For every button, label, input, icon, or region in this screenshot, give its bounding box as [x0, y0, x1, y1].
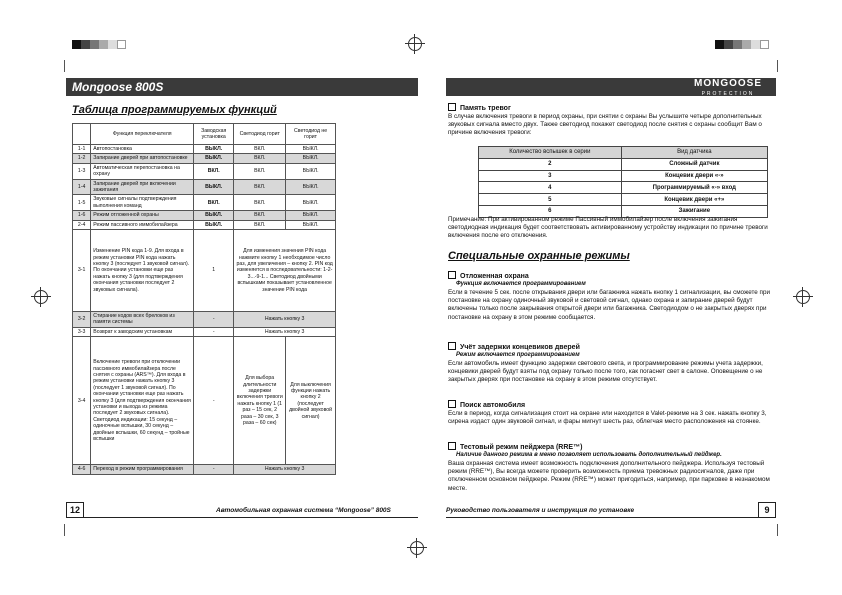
row-off: ВЫКЛ. — [286, 154, 336, 163]
paragraph-rre: Ваша охранная система имеет возможность подключения дополнительного пейджера. Используя тестовый режим (RRE™), Вы всегда можете проверить возможность приема тревожных радиосигналов, даже при отключенном основном пейджере. Режим (RRE™) может пригодиться, например, при парковке в незнакомом месте. — [448, 460, 770, 492]
checkbox-icon — [448, 342, 456, 350]
color-bars-left — [72, 40, 126, 49]
flash-table-header: Вид датчика — [621, 147, 767, 159]
row-merged: Нажать кнопку 3 — [234, 327, 336, 336]
registration-mark-top — [408, 37, 422, 51]
row-number: 3-3 — [73, 327, 91, 336]
row-factory: - — [194, 312, 234, 328]
row-factory: ВЫКЛ. — [194, 179, 234, 195]
flash-table-header: Количество вспышек в серии — [479, 147, 622, 159]
heading-memory — [448, 103, 511, 112]
table-row — [73, 327, 336, 336]
left-header-bar — [66, 78, 418, 96]
right-header-bar — [446, 78, 776, 96]
row-off: ВЫКЛ. — [286, 163, 336, 179]
row-on: ВКЛ. — [234, 145, 286, 154]
row-on: Для выбора длительности задержки включения тревоги нажать кнопку 1 (1 раз – 15 сек, 2 раза – 30 сек, 3 раза – 60 сек) — [234, 337, 286, 465]
right-page-number: 9 — [758, 502, 776, 518]
row-off: ВЫКЛ. — [286, 195, 336, 211]
row-factory: ВКЛ. — [194, 163, 234, 179]
row-function: Запирание дверей при автопостановке — [91, 154, 194, 163]
table-row — [73, 220, 336, 229]
table-row — [73, 465, 336, 474]
row-on: ВКЛ. — [234, 179, 286, 195]
crop-mark — [777, 60, 778, 72]
row-factory: ВЫКЛ. — [194, 154, 234, 163]
flash-count: 5 — [479, 194, 622, 206]
row-factory: ВЫКЛ. — [194, 220, 234, 229]
checkbox-icon — [448, 400, 456, 408]
heading-sensor — [448, 342, 580, 351]
row-function: Включение тревоги при отключении пассивного иммобилайзера после снятия с охраны (ARS™). Для входа в режим установки нажать кнопку 3 (последует 1 звуковой сигнал). По окончании установки еще раз нажать кнопку 3 (для подтверждения окончания установки и выхода из режима последует 2 звуковых сигнала). Светодиод индикации: 15 секунд – одиночные вспышки, 30 секунд – двойные вспышки, 60 секунд – тройные вспышки — [91, 337, 194, 465]
row-number: 1-6 — [73, 211, 91, 220]
row-number: 1-4 — [73, 179, 91, 195]
flash-count: 6 — [479, 205, 622, 217]
sensor-type: Программируемый «-» вход — [621, 182, 767, 194]
row-on: ВКЛ. — [234, 163, 286, 179]
row-function: Стирание кодов всех брелоков из памяти системы — [91, 312, 194, 328]
table-row — [73, 312, 336, 328]
row-number: 1-1 — [73, 145, 91, 154]
flash-count: 4 — [479, 182, 622, 194]
table-row — [73, 230, 336, 312]
paragraph-sensor: Если автомобиль имеет функцию задержки светового света, и программирование режимы учета задержки, концевики дверей будут взяты под охрану только после того, как погаснет свет в салоне. Оповещение о не закрытых дверях при постановке на охрану в этом режиме отсутствует. — [448, 360, 763, 384]
row-factory: ВЫКЛ. — [194, 145, 234, 154]
row-number: 3-2 — [73, 312, 91, 328]
table-row — [73, 195, 336, 211]
row-function: Режим отложенной охраны — [91, 211, 194, 220]
left-footer: Автомобильная охранная система “Mongoose” 800S — [216, 507, 391, 514]
row-on: ВКЛ. — [234, 220, 286, 229]
mongoose-logo — [694, 79, 762, 99]
paragraph-search: Если в период, когда сигнализация стоит на охране или находится в Valet-режиме на 3 сек. нажать кнопку 3, сирена издаст один звуковой сигнал, и фары мигнут шесть раз, облегчая место расположения на стоянке. — [448, 410, 767, 426]
sensor-type: Концевик двери «-» — [621, 170, 767, 182]
function-table — [72, 123, 336, 475]
heading-text: Память тревог — [460, 105, 511, 112]
logo-text: MONGOOSE — [693, 78, 762, 89]
table-header: Светодиод не горит — [286, 124, 336, 145]
row-function: Автоматическая перепостановка на охрану — [91, 163, 194, 179]
table-header — [73, 124, 91, 145]
table-row — [73, 154, 336, 163]
row-on: ВКЛ. — [234, 211, 286, 220]
italic-delayed: Функция включается программированием — [456, 281, 586, 287]
row-number: 2-4 — [73, 220, 91, 229]
flash-count: 3 — [479, 170, 622, 182]
italic-sensor: Режим включается программированием — [456, 352, 580, 358]
row-merged: Нажать кнопку 3 — [234, 465, 336, 474]
table-row — [73, 337, 336, 465]
row-number: 3-4 — [73, 337, 91, 465]
color-bars-right — [715, 40, 769, 49]
table-row — [479, 170, 768, 182]
row-factory: - — [194, 327, 234, 336]
logo-subtext: PROTECTION — [701, 91, 755, 97]
row-number: 3-1 — [73, 230, 91, 312]
row-merged: Нажать кнопку 3 — [234, 312, 336, 328]
left-page-number: 12 — [66, 502, 84, 518]
paragraph-note: Примечание: При активированном режиме Пассивный иммобилайзер после включения зажигания светодиодная индикация будет соответствовать активированному устройству индикации по причине тревоги включения после его отключения. — [448, 216, 768, 240]
row-off: ВЫКЛ. — [286, 179, 336, 195]
heading-search — [448, 400, 525, 409]
row-function: Автопостановка — [91, 145, 194, 154]
checkbox-icon — [448, 103, 456, 111]
right-section-title: Специальные охранные режимы — [448, 250, 630, 262]
left-section-title: Таблица программируемых функций — [72, 104, 277, 116]
heading-text: Поиск автомобиля — [460, 402, 526, 409]
heading-rre — [448, 442, 582, 451]
row-number: 1-2 — [73, 154, 91, 163]
heading-text: Отложенная охрана — [460, 273, 529, 280]
row-function: Звуковые сигналы подтверждения выполнения команд — [91, 195, 194, 211]
crop-mark — [64, 524, 65, 536]
flash-count: 2 — [479, 158, 622, 170]
row-function: Переход в режим программирования — [91, 465, 194, 474]
row-number: 4-6 — [73, 465, 91, 474]
table-row — [73, 179, 336, 195]
table-row — [479, 182, 768, 194]
table-row — [479, 194, 768, 206]
sensor-type: Зажигание — [621, 205, 767, 217]
row-factory: - — [194, 337, 234, 465]
paragraph-memory: В случае включения тревоги в период охраны, при снятии с охраны Вы услышите четыре дополнительных звуковых сигнала вместо двух. Также светодиод покажет светодиод после снятия с охраны сообщит Вам о причине включения тревоги: — [448, 113, 762, 137]
row-number: 1-5 — [73, 195, 91, 211]
registration-mark-bottom — [410, 541, 424, 555]
table-row — [73, 145, 336, 154]
crop-mark — [64, 60, 65, 72]
footer-rule — [84, 517, 418, 518]
right-footer: Руководство пользователя и инструкция по установке — [446, 507, 635, 514]
crop-mark — [777, 524, 778, 536]
row-on: ВКЛ. — [234, 195, 286, 211]
paragraph-delayed: Если в течение 5 сек. после открывания двери или багажника нажать кнопку 1 сигнализации, вы сможете при постановке на охрану одиночный звуковой и световой сигнал, однако охрана и запирание дверей будут включены только после закрывания открытой двери или багажника. Светодиодом о не закрытых дверях при постановке на охрану в этом режиме сообщается. — [448, 289, 770, 321]
table-row — [479, 158, 768, 170]
row-factory: ВКЛ. — [194, 195, 234, 211]
heading-text: Тестовый режим пейджера (RRE™) — [460, 444, 583, 451]
table-row — [73, 163, 336, 179]
row-factory: 1 — [194, 230, 234, 312]
brand-title: Mongoose 800S — [72, 80, 164, 94]
row-function: Режим пассивного иммобилайзера — [91, 220, 194, 229]
table-row — [73, 211, 336, 220]
checkbox-icon — [448, 271, 456, 279]
row-off: ВЫКЛ. — [286, 211, 336, 220]
row-function: Изменение PIN кода 1-9. Для входа в режим установки PIN кода нажать кнопку 3 (последует 1 звуковой сигнал). По окончании установки еще раз нажать кнопку 3 (для подтверждения окончания установки последует 2 звуковых сигнала). — [91, 230, 194, 312]
table-header: Функция переключателя — [91, 124, 194, 145]
heading-text: Учёт задержки концевиков дверей — [460, 344, 580, 351]
footer-rule — [446, 517, 758, 518]
row-off: ВЫКЛ. — [286, 145, 336, 154]
table-header: Светодиод горит — [234, 124, 286, 145]
checkbox-icon — [448, 442, 456, 450]
row-on: ВКЛ. — [234, 154, 286, 163]
row-number: 1-3 — [73, 163, 91, 179]
row-factory: ВЫКЛ. — [194, 211, 234, 220]
table-header: Заводская установка — [194, 124, 234, 145]
row-function: Возврат к заводским установкам — [91, 327, 194, 336]
row-off: ВЫКЛ. — [286, 220, 336, 229]
row-function: Запирание дверей при включении зажигания — [91, 179, 194, 195]
sensor-type: Сложный датчик — [621, 158, 767, 170]
registration-mark-left — [34, 290, 48, 304]
row-off: Для выключения функции нажать кнопку 2 (последует двойной звуковой сигнал) — [286, 337, 336, 465]
italic-rre: Наличие данного режима в меню позволяет использовать дополнительный пейджер. — [456, 452, 722, 458]
flash-table — [478, 146, 768, 218]
heading-delayed — [448, 271, 529, 280]
registration-mark-right — [796, 290, 810, 304]
row-merged: Для изменения значения PIN кода нажмите кнопку 1 необходимое число раз, для увеличения – кнопку 2. PIN код изменяется в последовательности: 1-2-3...-9-1... Светодиод двойными вспышками показывает установленное значение PIN кода — [234, 230, 336, 312]
row-factory: - — [194, 465, 234, 474]
sensor-type: Концевик двери «+» — [621, 194, 767, 206]
